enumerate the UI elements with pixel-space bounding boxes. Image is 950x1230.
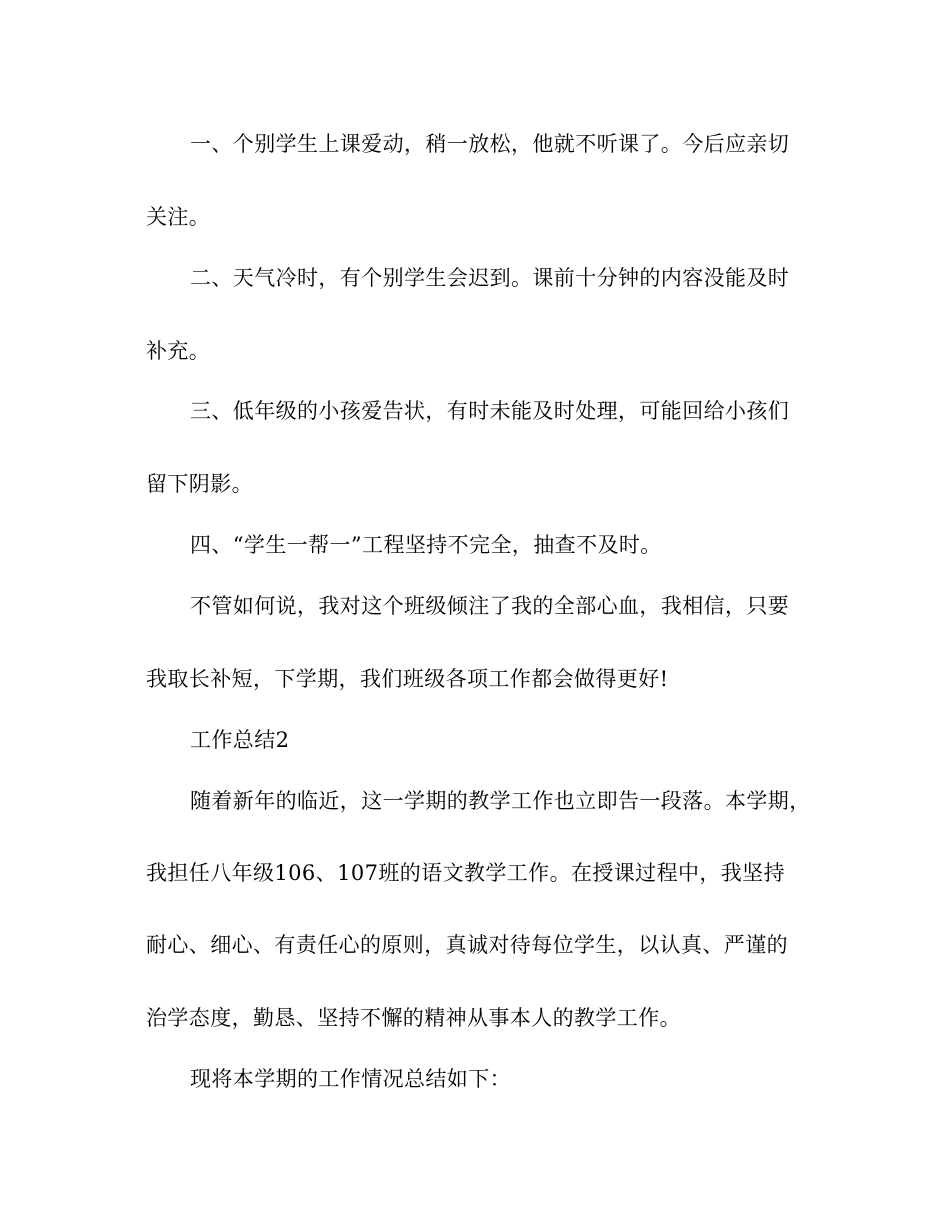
paragraph-line: 耐心、细心、有责任心的原则，真诚对待每位学生，以认真、严谨的	[146, 933, 788, 957]
paragraph-line: 三、低年级的小孩爱告状，有时未能及时处理，可能回给小孩们	[190, 399, 790, 423]
paragraph-line: 二、天气冷时，有个别学生会迟到。课前十分钟的内容没能及时	[190, 266, 790, 290]
paragraph-line: 四、“学生一帮一”工程坚持不完全，抽查不及时。	[190, 533, 662, 557]
paragraph-line: 治学态度，勤恳、坚持不懈的精神从事本人的教学工作。	[146, 1006, 681, 1030]
paragraph-line: 关注。	[146, 205, 211, 229]
paragraph-line: 补充。	[146, 339, 211, 363]
paragraph-line: 留下阴影。	[146, 472, 253, 496]
paragraph-line: 一、个别学生上课爱动，稍一放松，他就不听课了。今后应亲切	[190, 132, 790, 156]
paragraph-line: 现将本学期的工作情况总结如下：	[190, 1067, 511, 1091]
paragraph-line: 不管如何说，我对这个班级倾注了我的全部心血，我相信，只要	[190, 594, 790, 618]
section-heading: 工作总结2	[190, 728, 290, 752]
paragraph-line: 随着新年的临近，这一学期的教学工作也立即告一段落。本学期，	[190, 789, 811, 813]
paragraph-line: 我取长补短，下学期，我们班级各项工作都会做得更好!	[146, 667, 669, 691]
paragraph-line: 我担任八年级106、107班的语文教学工作。在授课过程中，我坚持	[146, 861, 785, 885]
